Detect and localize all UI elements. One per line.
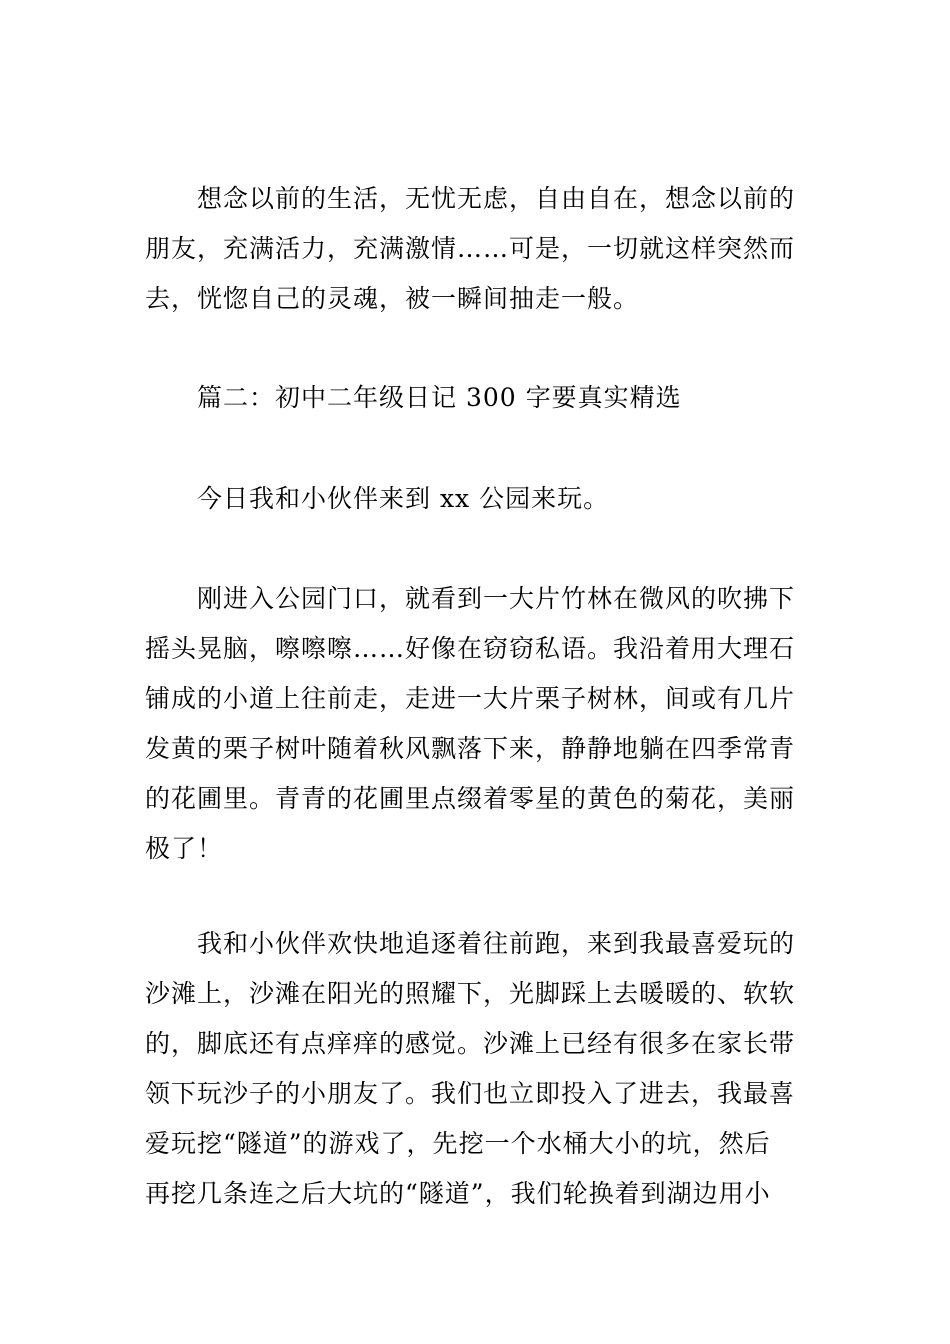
text-line: 极了！	[145, 834, 224, 863]
text-line: 爱玩挖“隧道”的游戏了，先挖一个水桶大小的坑，然后	[145, 1129, 771, 1158]
text-line: 刚进入公园门口，就看到一大片竹林在微风的吹拂下	[145, 584, 796, 613]
text-line: 领下玩沙子的小朋友了。我们也立即投入了进去，我最喜	[145, 1079, 796, 1108]
text-line: 沙滩上，沙滩在阳光的照耀下，光脚踩上去暖暖的、软软	[145, 979, 796, 1008]
text-line: 去，恍惚自己的灵魂，被一瞬间抽走一般。	[145, 284, 640, 313]
text-line: 摇头晃脑，嚓嚓嚓……好像在窃窃私语。我沿着用大理石	[145, 634, 796, 663]
text-line: 的花圃里。青青的花圃里点缀着零星的黄色的菊花，美丽	[145, 784, 796, 813]
text-line: 想念以前的生活，无忧无虑，自由自在，想念以前的	[145, 184, 796, 213]
text-line: 发黄的栗子树叶随着秋风飘落下来，静静地躺在四季常青	[145, 734, 796, 763]
text-line: 的，脚底还有点痒痒的感觉。沙滩上已经有很多在家长带	[145, 1029, 796, 1058]
text-line: 朋友，充满活力，充满激情……可是，一切就这样突然而	[145, 234, 796, 263]
text-line: 今日我和小伙伴来到 xx 公园来玩。	[145, 484, 610, 513]
text-line: 铺成的小道上往前走，走进一大片栗子树林，间或有几片	[145, 684, 796, 713]
text-line: 再挖几条连之后大坑的“隧道”，我们轮换着到湖边用小	[145, 1179, 771, 1208]
text-line: 我和小伙伴欢快地追逐着往前跑，来到我最喜爱玩的	[145, 929, 796, 958]
section-heading: 篇二：初中二年级日记 300 字要真实精选	[145, 383, 682, 412]
